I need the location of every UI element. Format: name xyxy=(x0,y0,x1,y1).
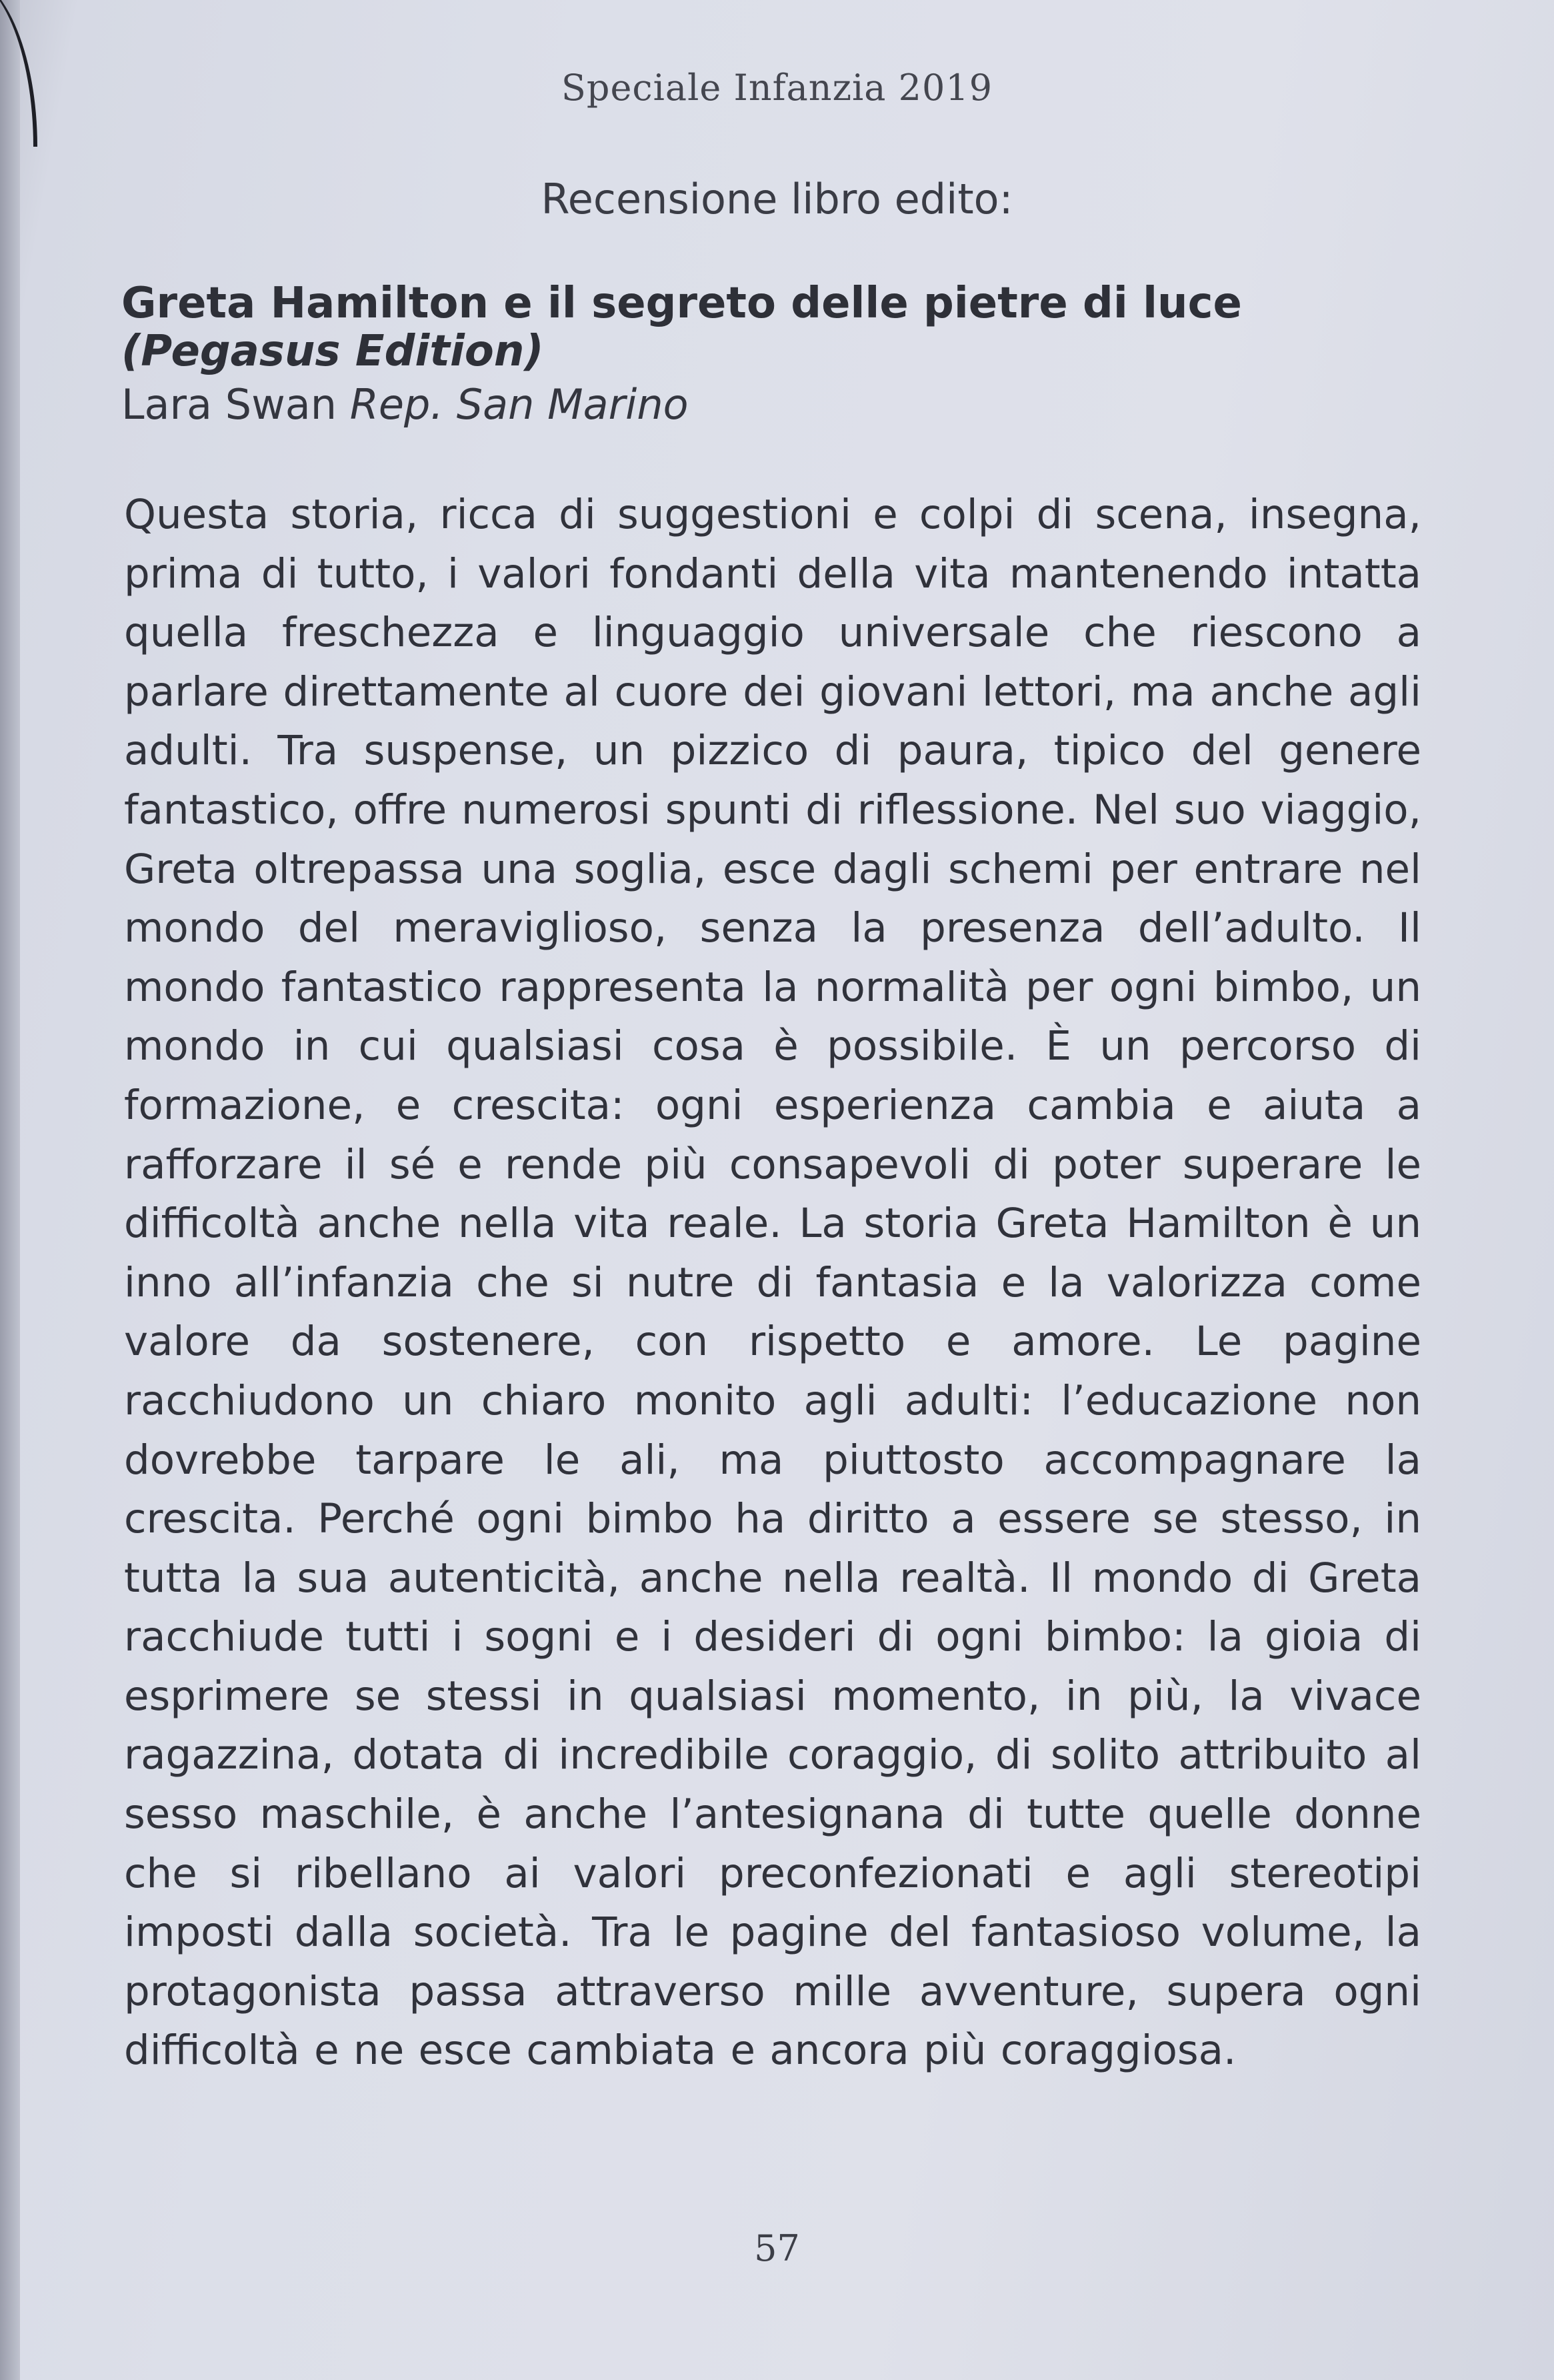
book-publisher: (Pegasus Edition) xyxy=(121,327,544,376)
book-origin: Rep. San Marino xyxy=(349,380,689,429)
page-number: 57 xyxy=(754,2227,800,2269)
running-header: Speciale Infanzia 2019 xyxy=(561,67,993,109)
page-gutter-shadow xyxy=(0,0,20,2380)
book-title: Greta Hamilton e il segreto delle pietre di luce xyxy=(121,279,1242,328)
book-author-line xyxy=(121,381,689,428)
book-author: Lara Swan xyxy=(121,380,337,429)
review-body: Questa storia, ricca di suggestioni e colpi di scena, insegna, prima di tutto, i valori fondanti della vita mantenendo intatta quella freschezza e linguaggio universale che riescono a parlare direttamente al cuore dei giovani lettori, ma anche agli adulti. Tra suspense, un pizzico di paura, tipico del genere fantastico, offre numerosi spunti di riflessione. Nel suo viaggio, Greta oltrepassa una soglia, esce dagli schemi per entrare nel mondo del meraviglioso, senza la presenza dell’adulto. Il mondo fantastico rappresenta la normalità per ogni bimbo, un mondo in cui qualsiasi cosa è possibile. È un percorso di formazione, e crescita: ogni esperienza cambia e aiuta a rafforzare il sé e rende più consapevoli di poter superare le difficoltà anche nella vita reale. La storia Greta Hamilton è un inno all’infanzia che si nutre di fantasia e la valorizza come valore da sostenere, con rispetto e amore. Le pagine racchiudono un chiaro monito agli adulti: l’educazione non dovrebbe tarpare le ali, ma piuttosto accompagnare la crescita. Perché ogni bimbo ha diritto a essere se stesso, in tutta la sua autenticità, anche nella realtà. Il mondo di Greta racchiude tutti i sogni e i desideri di ogni bimbo: la gioia di esprimere se stessi in qualsiasi momento, in più, la vivace ragazzina, dotata di incredibile coraggio, di solito attribuito al sesso maschile, è anche l’antesignana di tutte quelle donne che si ribellano ai valori preconfezionati e agli stereotipi imposti dalla società. Tra le pagine del fantasioso volume, la protagonista passa attraverso mille avventure, supera ogni difficoltà e ne esce cambiata e ancora più coraggiosa. xyxy=(124,491,1421,2075)
section-label: Recensione libro edito: xyxy=(541,175,1013,223)
